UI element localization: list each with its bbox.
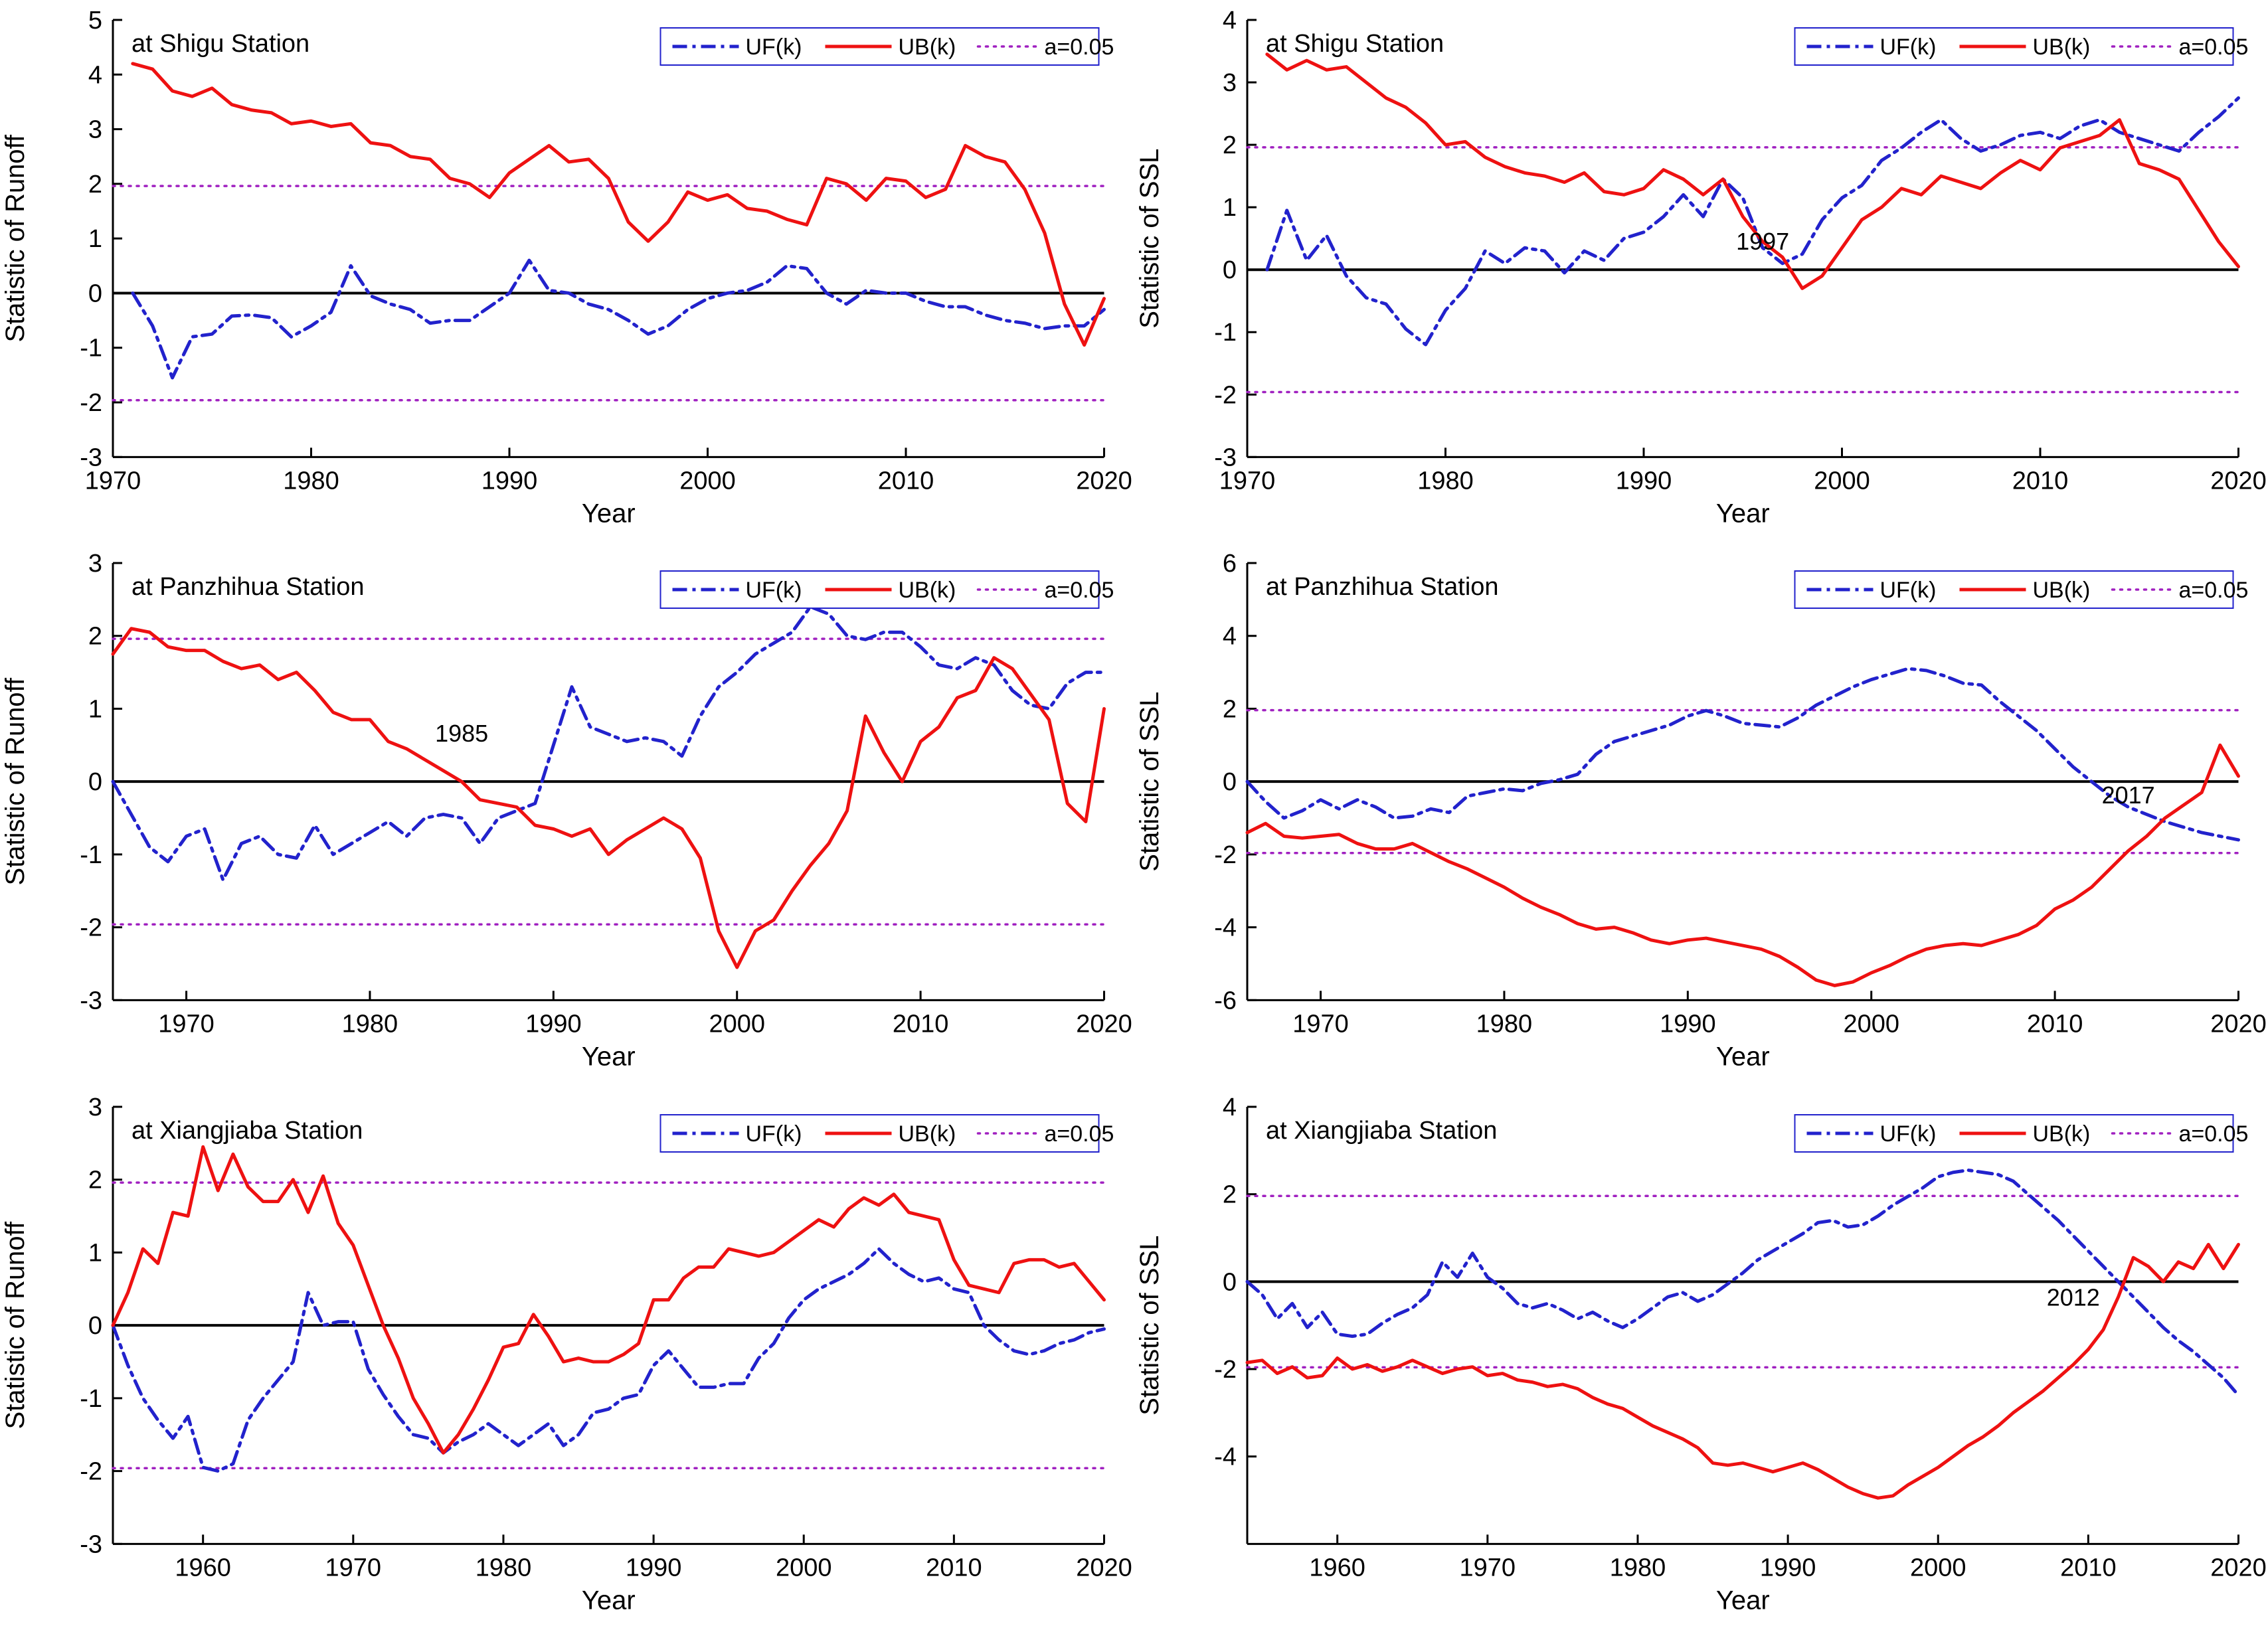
- y-tick-label: 0: [88, 768, 103, 797]
- y-tick-label: -2: [80, 1457, 103, 1486]
- y-tick-label: -6: [1213, 987, 1237, 1015]
- legend-sig-label: a=0.05: [2178, 34, 2248, 60]
- x-tick-label: 2000: [679, 467, 736, 495]
- x-tick-label: 2020: [1076, 467, 1132, 495]
- legend-ub-label: UB(k): [2032, 1121, 2090, 1147]
- y-tick-label: 0: [1222, 768, 1237, 797]
- x-tick-label: 1990: [481, 467, 538, 495]
- chart-svg: [0, 543, 1134, 1086]
- x-axis-title: Year: [1715, 499, 1770, 529]
- legend-uf-label: UF(k): [745, 1121, 802, 1147]
- y-tick-label: -1: [80, 841, 103, 870]
- y-axis-title: Statistic of Runoff: [1, 134, 31, 343]
- x-tick-label: 2020: [2210, 1010, 2267, 1038]
- series-uf: [1247, 669, 2238, 840]
- y-tick-label: 0: [88, 1311, 103, 1340]
- x-tick-label: 2000: [1813, 467, 1870, 495]
- y-tick-label: -2: [1213, 1355, 1237, 1384]
- panel-title: at Xiangjiaba Station: [1265, 1116, 1497, 1145]
- x-axis-title: Year: [581, 499, 636, 529]
- x-tick-label: 1970: [1459, 1553, 1516, 1582]
- y-tick-label: -1: [80, 1384, 103, 1413]
- x-tick-label: 2020: [1076, 1010, 1132, 1038]
- chart-svg: [1134, 0, 2268, 543]
- series-ub: [133, 64, 1104, 345]
- annotation-label: 2012: [2046, 1283, 2100, 1311]
- legend-ub-label: UB(k): [2032, 578, 2090, 604]
- panel-xiangjiaba-ssl: [1134, 1087, 2268, 1630]
- y-tick-label: 4: [88, 61, 103, 90]
- panel-shigu-ssl: [1134, 0, 2268, 543]
- legend-sig-label: a=0.05: [1044, 34, 1114, 60]
- x-tick-label: 1990: [525, 1010, 582, 1038]
- legend-sig-label: a=0.05: [2178, 1121, 2248, 1147]
- x-tick-label: 1980: [1609, 1553, 1666, 1582]
- y-tick-label: 1: [88, 695, 103, 724]
- y-tick-label: -2: [80, 914, 103, 942]
- y-tick-label: 0: [88, 280, 103, 308]
- series-uf: [1266, 98, 2238, 345]
- legend-sig-label: a=0.05: [2178, 578, 2248, 604]
- series-ub: [113, 629, 1104, 967]
- y-tick-label: -2: [80, 389, 103, 418]
- x-tick-label: 1980: [475, 1553, 532, 1582]
- x-tick-label: 2000: [709, 1010, 765, 1038]
- y-tick-label: 2: [1222, 695, 1237, 724]
- x-axis-title: Year: [581, 1042, 636, 1072]
- x-tick-label: 1960: [175, 1553, 231, 1582]
- y-tick-label: 3: [88, 116, 103, 144]
- x-tick-label: 2010: [892, 1010, 949, 1038]
- legend-ub-label: UB(k): [2032, 34, 2090, 60]
- annotation-label: 2017: [2101, 781, 2155, 809]
- panel-title: at Shigu Station: [1265, 29, 1444, 58]
- x-tick-label: 1990: [1659, 1010, 1716, 1038]
- series-uf: [113, 607, 1104, 880]
- x-tick-label: 1970: [84, 467, 141, 495]
- x-tick-label: 1980: [1417, 467, 1474, 495]
- x-tick-label: 1960: [1308, 1553, 1365, 1582]
- panel-panzhihua-runoff: [0, 543, 1134, 1086]
- x-tick-label: 1990: [1759, 1553, 1816, 1582]
- y-tick-label: -2: [1213, 841, 1237, 870]
- legend-ub-label: UB(k): [898, 34, 956, 60]
- chart-svg: [0, 1087, 1134, 1630]
- x-axis-title: Year: [1715, 1585, 1770, 1615]
- y-tick-label: -1: [1213, 319, 1237, 347]
- y-axis-title: Statistic of Runoff: [1, 678, 31, 886]
- y-tick-label: 0: [1222, 256, 1237, 285]
- x-tick-label: 1980: [341, 1010, 398, 1038]
- y-tick-label: 2: [88, 623, 103, 651]
- chart-svg: [0, 0, 1134, 543]
- panel-title: at Panzhihua Station: [131, 573, 365, 602]
- x-axis-title: Year: [581, 1585, 636, 1615]
- y-tick-label: -2: [1213, 381, 1237, 410]
- y-tick-label: -1: [80, 334, 103, 363]
- plot-area: [0, 1087, 1134, 1630]
- y-tick-label: 0: [1222, 1267, 1237, 1296]
- y-tick-label: -3: [80, 987, 103, 1015]
- legend-uf-label: UF(k): [1879, 1121, 1936, 1147]
- x-tick-label: 1990: [625, 1553, 682, 1582]
- legend-uf-label: UF(k): [745, 34, 802, 60]
- x-tick-label: 1970: [325, 1553, 382, 1582]
- legend-uf-label: UF(k): [745, 578, 802, 604]
- y-tick-label: 1: [88, 1239, 103, 1267]
- x-tick-label: 2010: [926, 1553, 982, 1582]
- series-ub: [113, 1147, 1104, 1453]
- x-tick-label: 2000: [775, 1553, 832, 1582]
- x-tick-label: 2020: [1076, 1553, 1132, 1582]
- y-tick-label: 6: [1222, 550, 1237, 578]
- series-uf: [133, 260, 1104, 378]
- legend-uf-label: UF(k): [1879, 34, 1936, 60]
- x-tick-label: 2010: [2059, 1553, 2117, 1582]
- x-tick-label: 1970: [158, 1010, 215, 1038]
- x-tick-label: 2010: [2012, 467, 2068, 495]
- y-tick-label: 4: [1222, 1093, 1237, 1121]
- y-tick-label: -3: [80, 1530, 103, 1558]
- y-tick-label: 4: [1222, 6, 1237, 35]
- annotation-label: 1985: [435, 720, 489, 748]
- x-tick-label: 2000: [1909, 1553, 1966, 1582]
- x-tick-label: 2010: [2026, 1010, 2083, 1038]
- legend-ub-label: UB(k): [898, 578, 956, 604]
- chart-svg: [1134, 1087, 2268, 1630]
- plot-area: [1134, 0, 2268, 543]
- x-tick-label: 2000: [1842, 1010, 1899, 1038]
- y-tick-label: 5: [88, 6, 103, 35]
- y-tick-label: 1: [1222, 194, 1237, 222]
- y-tick-label: 2: [1222, 131, 1237, 160]
- x-tick-label: 2020: [2210, 467, 2267, 495]
- panel-title: at Panzhihua Station: [1265, 573, 1499, 602]
- y-tick-label: 2: [1222, 1181, 1237, 1209]
- legend-sig-label: a=0.05: [1044, 1121, 1114, 1147]
- plot-area: [1134, 543, 2268, 1086]
- y-axis-title: Statistic of Runoff: [1, 1221, 31, 1429]
- y-axis-title: Statistic of SSL: [1134, 1235, 1164, 1416]
- y-tick-label: -3: [1213, 444, 1237, 472]
- panel-title: at Shigu Station: [131, 29, 310, 58]
- legend-uf-label: UF(k): [1879, 578, 1936, 604]
- panel-title: at Xiangjiaba Station: [131, 1116, 363, 1145]
- y-tick-label: 3: [1222, 69, 1237, 98]
- y-tick-label: -4: [1213, 1443, 1237, 1471]
- y-tick-label: 3: [88, 550, 103, 578]
- y-tick-label: -4: [1213, 914, 1237, 942]
- y-tick-label: 2: [88, 170, 103, 199]
- y-tick-label: 1: [88, 225, 103, 254]
- panel-panzhihua-ssl: [1134, 543, 2268, 1086]
- y-axis-title: Statistic of SSL: [1134, 148, 1164, 329]
- x-tick-label: 1990: [1615, 467, 1672, 495]
- x-axis-title: Year: [1715, 1042, 1770, 1072]
- plot-area: [0, 543, 1134, 1086]
- y-axis-title: Statistic of SSL: [1134, 691, 1164, 872]
- panel-shigu-runoff: [0, 0, 1134, 543]
- x-tick-label: 1980: [283, 467, 339, 495]
- x-tick-label: 2010: [877, 467, 934, 495]
- x-tick-label: 1970: [1292, 1010, 1349, 1038]
- annotation-label: 1997: [1735, 228, 1789, 256]
- x-tick-label: 1980: [1476, 1010, 1532, 1038]
- x-tick-label: 1970: [1219, 467, 1275, 495]
- plot-area: [0, 0, 1134, 543]
- chart-svg: [1134, 543, 2268, 1086]
- y-tick-label: 3: [88, 1093, 103, 1121]
- plot-area: [1134, 1087, 2268, 1630]
- y-tick-label: 4: [1222, 623, 1237, 651]
- legend-ub-label: UB(k): [898, 1121, 956, 1147]
- legend-sig-label: a=0.05: [1044, 578, 1114, 604]
- x-tick-label: 2020: [2210, 1553, 2267, 1582]
- panel-xiangjiaba-runoff: [0, 1087, 1134, 1630]
- y-tick-label: 2: [88, 1166, 103, 1194]
- y-tick-label: -3: [80, 444, 103, 472]
